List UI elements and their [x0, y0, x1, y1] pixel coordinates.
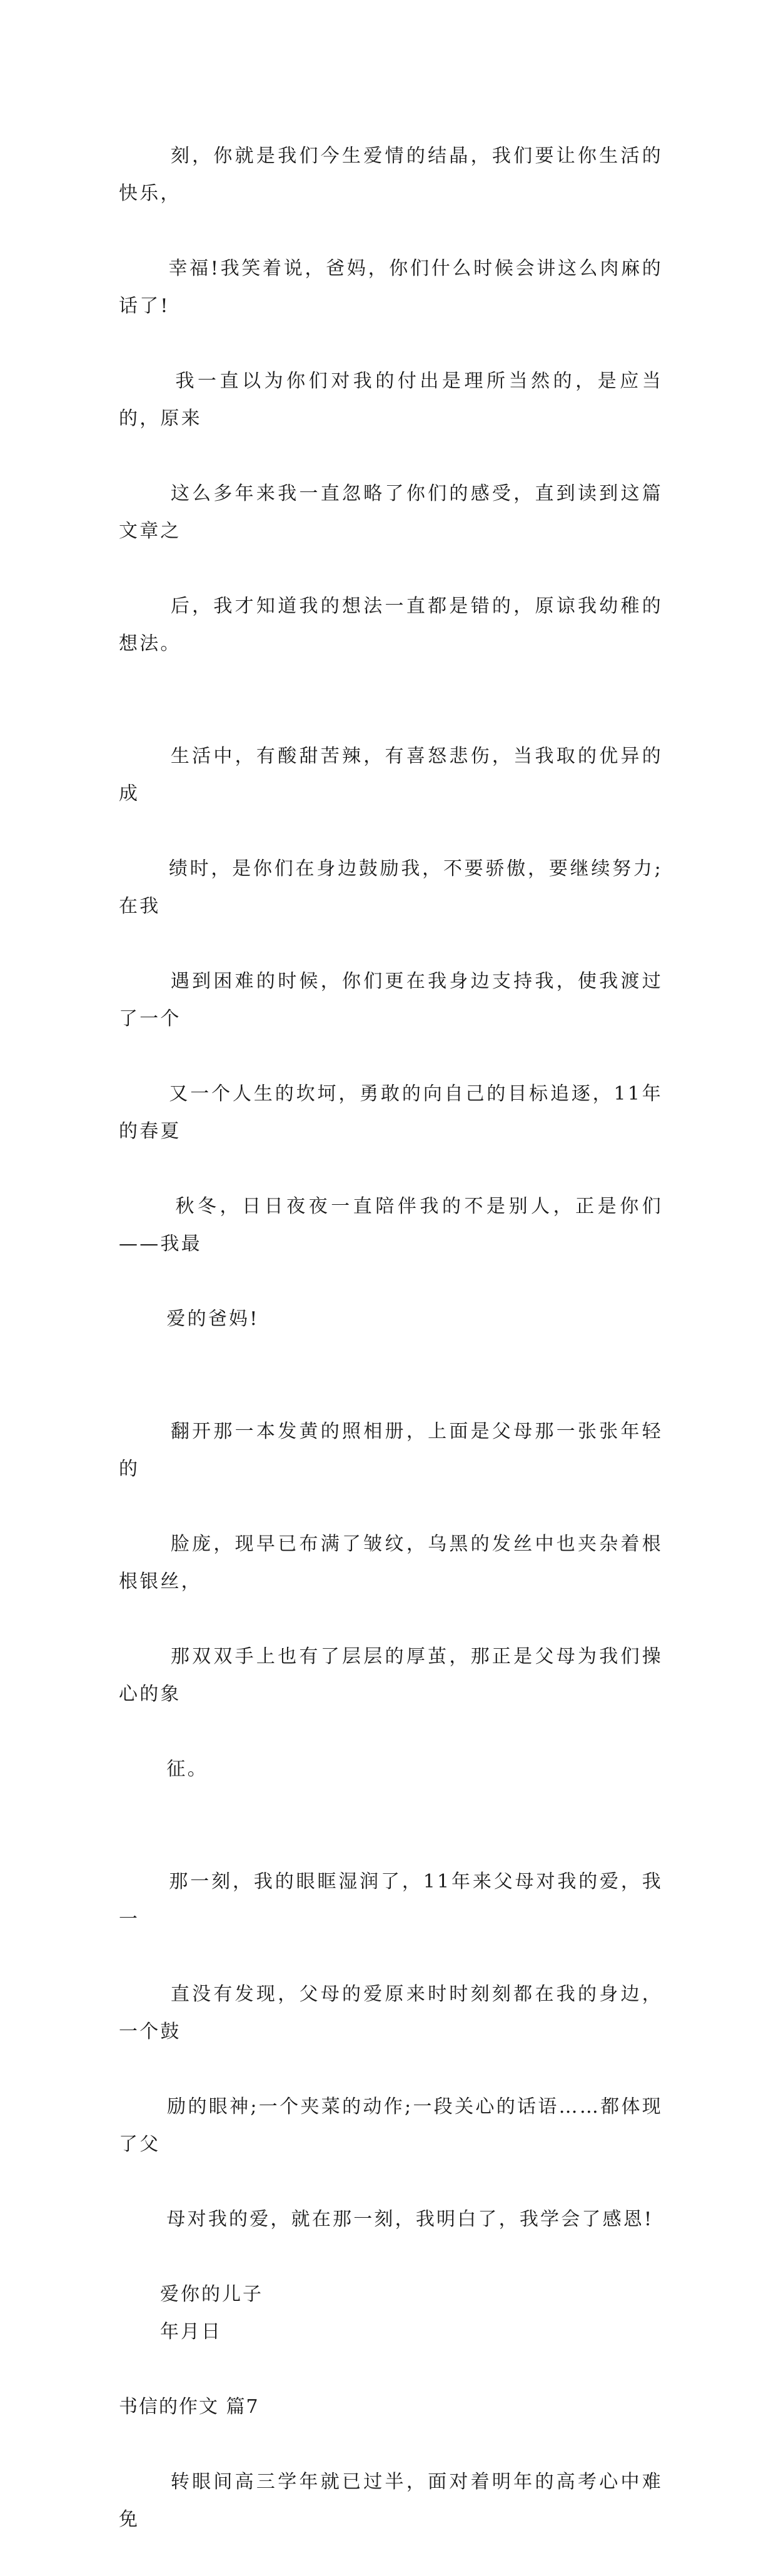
- signature: 爱你的儿子: [160, 2283, 263, 2305]
- text-line: 爱的爸妈!: [166, 1308, 260, 1330]
- text-line: 后，我才知道我的想法一直都是错的，原谅我幼稚的想法。: [119, 595, 663, 655]
- text-line: 转眼间高三学年就已过半，面对着明年的高考心中难免: [119, 2471, 663, 2530]
- section-heading: 书信的作文 篇7: [119, 2396, 260, 2418]
- paragraph-1: [119, 100, 663, 700]
- text-line: 刻，你就是我们今生爱情的结晶，我们要让你生活的快乐，: [119, 145, 663, 204]
- paragraph-3: [119, 1376, 663, 1826]
- paragraph-5: [119, 2426, 663, 2576]
- text-line: 这么多年来我一直忽略了你们的感受，直到读到这篇文章之: [119, 483, 663, 542]
- text-line: 我一直以为你们对我的付出是理所当然的，是应当的，原来: [119, 370, 663, 430]
- text-line: 征。: [166, 1758, 208, 1780]
- text-line: 翻开那一本发黄的照相册，上面是父母那一张张年轻的: [119, 1421, 663, 1480]
- text-line: 直没有发现，父母的爱原来时时刻刻都在我的身边，一个鼓: [119, 1983, 663, 2043]
- text-line: 幸福!我笑着说，爸妈，你们什么时候会讲这么肉麻的话了!: [119, 258, 663, 317]
- date-line: 年月日: [160, 2321, 222, 2343]
- text-line: 母对我的爱，就在那一刻，我明白了，我学会了感恩!: [166, 2208, 654, 2230]
- text-line: 遇到困难的时候，你们更在我身边支持我，使我渡过了一个: [119, 970, 663, 1030]
- document-body: [119, 100, 663, 2576]
- text-line: 绩时，是你们在身边鼓励我，不要骄傲，要继续努力;在我: [119, 858, 663, 917]
- text-line: 又一个人生的坎坷，勇敢的向自己的目标追逐，11年的春夏: [119, 1083, 663, 1142]
- paragraph-4: [119, 1826, 663, 2276]
- text-line: 那一刻，我的眼眶湿润了，11年来父母对我的爱，我一: [119, 1871, 663, 1930]
- text-line: 励的眼神;一个夹菜的动作;一段关心的话语……都体现了父: [119, 2096, 663, 2155]
- paragraph-2: [119, 700, 663, 1376]
- text-line: 生活中，有酸甜苦辣，有喜怒悲伤，当我取的优异的成: [119, 745, 663, 805]
- text-line: 那双双手上也有了层层的厚茧，那正是父母为我们操心的象: [119, 1646, 663, 1705]
- text-line: 秋冬，日日夜夜一直陪伴我的不是别人，正是你们——我最: [119, 1195, 663, 1255]
- text-line: 脸庞，现早已布满了皱纹，乌黑的发丝中也夹杂着根根银丝，: [119, 1533, 663, 1592]
